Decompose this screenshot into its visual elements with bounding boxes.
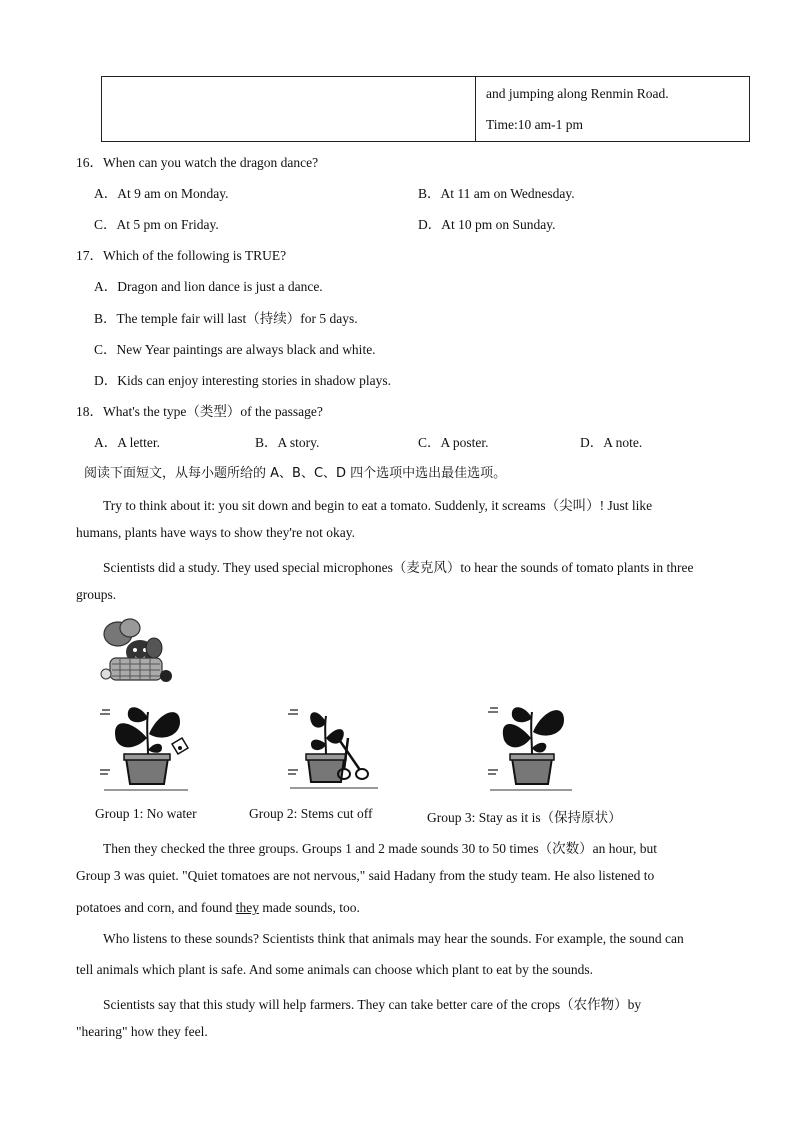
caption-group-2: Group 2: Stems cut off [249, 806, 373, 821]
q18-stem: 18．What's the type（类型）of the passage? [76, 404, 323, 419]
passage-p4-line2: tell animals which plant is safe. And some animals can choose which plant to eat by the sounds. [76, 962, 594, 977]
q18-option-d: D．A note. [580, 435, 643, 450]
passage-p3-line3 [76, 900, 360, 916]
caption-group-3: Group 3: Stay as it is（保持原状） [427, 810, 622, 825]
table-cell-left [102, 77, 476, 142]
passage-p2-line2: groups. [76, 587, 117, 602]
passage-p3-line1: Then they checked the three groups. Groups 1 and 2 made sounds 30 to 50 times（次数）an hour, but [103, 841, 657, 856]
table-cell-right [476, 77, 750, 142]
underlined-word-they: they [235, 900, 259, 915]
q18-option-a: A．A letter. [94, 435, 160, 450]
passage-p5-line1: Scientists say that this study will help farmers. They can take better care of the crops（农作物）by [103, 997, 642, 1012]
table-line-1: and jumping along Renmin Road. [486, 86, 669, 101]
q16-option-c: C．At 5 pm on Friday. [94, 217, 219, 232]
plant-group3-image [486, 698, 586, 796]
q18-option-b: B．A story. [255, 435, 320, 450]
q17-option-a: A．Dragon and lion dance is just a dance. [94, 279, 323, 294]
q16-option-d: D．At 10 pm on Sunday. [418, 217, 556, 232]
q16-option-a: A．At 9 am on Monday. [94, 186, 229, 201]
q17-option-c: C．New Year paintings are always black and white. [94, 342, 376, 357]
passage-p5-line2: "hearing" how they feel. [76, 1024, 208, 1039]
q16-stem: 16．When can you watch the dragon dance? [76, 155, 319, 170]
plant-group1-image [96, 698, 196, 796]
caption-group-1: Group 1: No water [95, 806, 197, 821]
passage-p3-line3-b: made sounds, too. [258, 900, 360, 915]
q17-option-b: B．The temple fair will last（持续）for 5 days. [94, 311, 358, 326]
reading-instruction: 阅读下面短文，从每小题所给的 A、B、C、D 四个选项中选出最佳选项。 [84, 466, 507, 481]
plant-group2-image [286, 698, 386, 796]
passage-p1-line2: humans, plants have ways to show they're not okay. [76, 525, 356, 540]
passage-p2-line1: Scientists did a study. They used special microphones（麦克风）to hear the sounds of tomato plants in three [103, 560, 694, 575]
q18-option-c: C．A poster. [418, 435, 489, 450]
info-table [101, 76, 750, 142]
vegetable-basket-image [94, 612, 178, 690]
q16-option-b: B．At 11 am on Wednesday. [418, 186, 575, 201]
q17-option-d: D．Kids can enjoy interesting stories in shadow plays. [94, 373, 391, 388]
table-line-2: Time:10 am-1 pm [486, 117, 584, 132]
passage-p3-line3-a: potatoes and corn, and found [76, 900, 236, 915]
passage-p4-line1: Who listens to these sounds? Scientists think that animals may hear the sounds. For example, the sound can [103, 931, 684, 946]
q17-stem: 17．Which of the following is TRUE? [76, 248, 287, 263]
passage-p1-line1: Try to think about it: you sit down and begin to eat a tomato. Suddenly, it screams（尖叫）! Just like [103, 498, 653, 513]
passage-p3-line2: Group 3 was quiet. "Quiet tomatoes are not nervous," said Hadany from the study team. He also listened to [76, 868, 655, 883]
